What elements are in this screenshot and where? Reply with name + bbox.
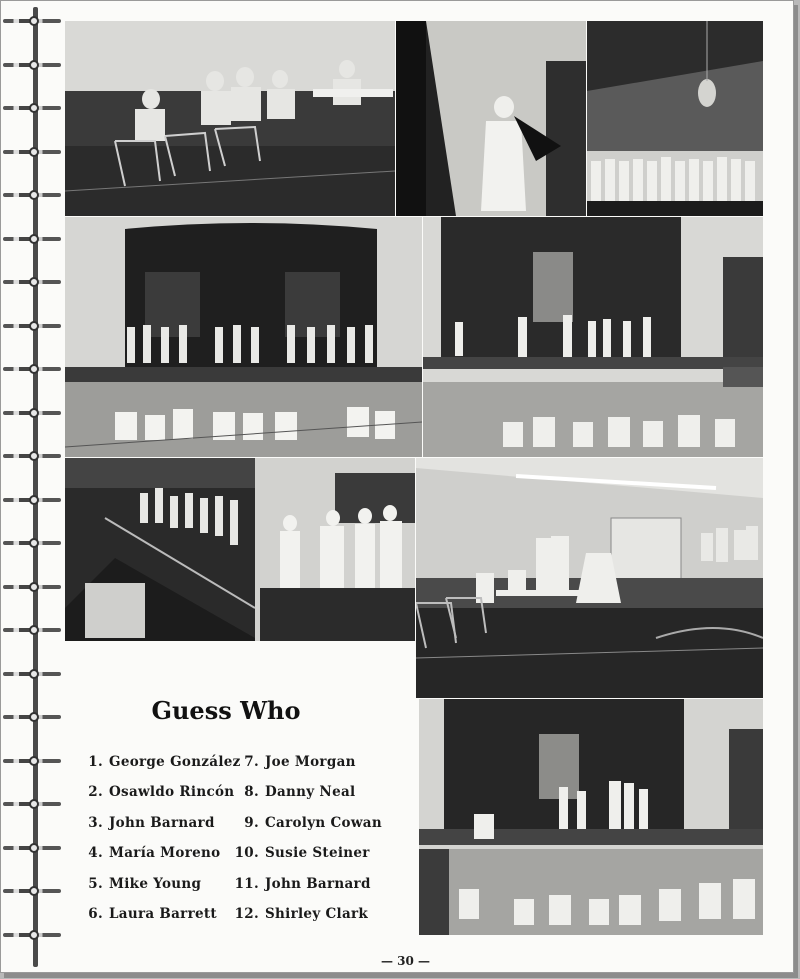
- name-list-item: 2. Osawldo Rincón: [88, 784, 235, 801]
- person-name: Carolyn Cowan: [265, 814, 382, 831]
- binding-ring: [3, 711, 61, 723]
- binding-ring: [3, 885, 61, 897]
- person-name: Osawldo Rincón: [109, 784, 235, 801]
- binding-ring: [3, 59, 61, 71]
- names-column-left: [83, 751, 241, 933]
- photo-boys-seated-at-table: [65, 21, 395, 216]
- person-name: Laura Barrett: [109, 905, 217, 922]
- person-name: George González: [109, 754, 241, 770]
- person-name: Danny Neal: [265, 784, 356, 801]
- person-name: Shirley Clark: [265, 905, 369, 922]
- person-name: María Moreno: [109, 845, 221, 862]
- binding-ring: [3, 581, 61, 593]
- photo-gym-judges-table: [416, 458, 763, 698]
- binding-ring: [3, 929, 61, 941]
- binding-ring: [3, 537, 61, 549]
- person-name: John Barnard: [265, 875, 371, 892]
- binding-ring: [3, 146, 61, 158]
- person-name: John Barnard: [109, 814, 215, 831]
- binding-ring: [3, 233, 61, 245]
- binding-ring: [3, 842, 61, 854]
- name-list-item: 10. Susie Steiner: [234, 845, 370, 862]
- binding-ring: [3, 276, 61, 288]
- binding-ring: [3, 363, 61, 375]
- page-number: — 30 —: [381, 954, 431, 968]
- name-list-item: 4. María Moreno: [88, 845, 221, 862]
- binding-ring: [3, 494, 61, 506]
- binding-ring: [3, 407, 61, 419]
- binding-ring: [3, 755, 61, 767]
- photo-stage-with-audience: [65, 217, 422, 457]
- photo-stage-skit-with-audience: [419, 699, 763, 935]
- name-list-item: 7. Joe Morgan: [244, 754, 356, 770]
- binding-ring: [3, 624, 61, 636]
- name-list-item: 3. John Barnard: [88, 814, 215, 831]
- name-list-item: 12. Shirley Clark: [234, 905, 369, 922]
- binding-ring: [3, 15, 61, 27]
- name-list-item: 8. Danny Neal: [244, 784, 356, 801]
- binding-ring: [3, 102, 61, 114]
- spiral-binding: [1, 1, 71, 974]
- name-list-item: 1. George González: [88, 754, 241, 770]
- name-list-item: 11. John Barnard: [234, 875, 371, 892]
- photo-students-on-risers-with-pianist: [65, 458, 415, 641]
- binding-ring: [3, 320, 61, 332]
- photo-students-lined-up-in-gym: [587, 21, 763, 216]
- binding-ring: [3, 798, 61, 810]
- name-list-item: 6. Laura Barrett: [88, 905, 217, 922]
- binding-ring: [3, 189, 61, 201]
- photo-stage-performance-wide: [423, 217, 763, 457]
- binding-ring: [3, 668, 61, 680]
- person-name: Susie Steiner: [265, 845, 370, 862]
- person-name: Mike Young: [109, 875, 202, 892]
- guess-who-title: Guess Who: [151, 696, 301, 725]
- names-column-right: [231, 751, 382, 933]
- name-list-item: 5. Mike Young: [88, 875, 202, 892]
- name-list-item: 9. Carolyn Cowan: [244, 814, 382, 831]
- photo-boy-at-microphone: [396, 21, 586, 216]
- person-name: Joe Morgan: [265, 754, 356, 770]
- binding-ring: [3, 450, 61, 462]
